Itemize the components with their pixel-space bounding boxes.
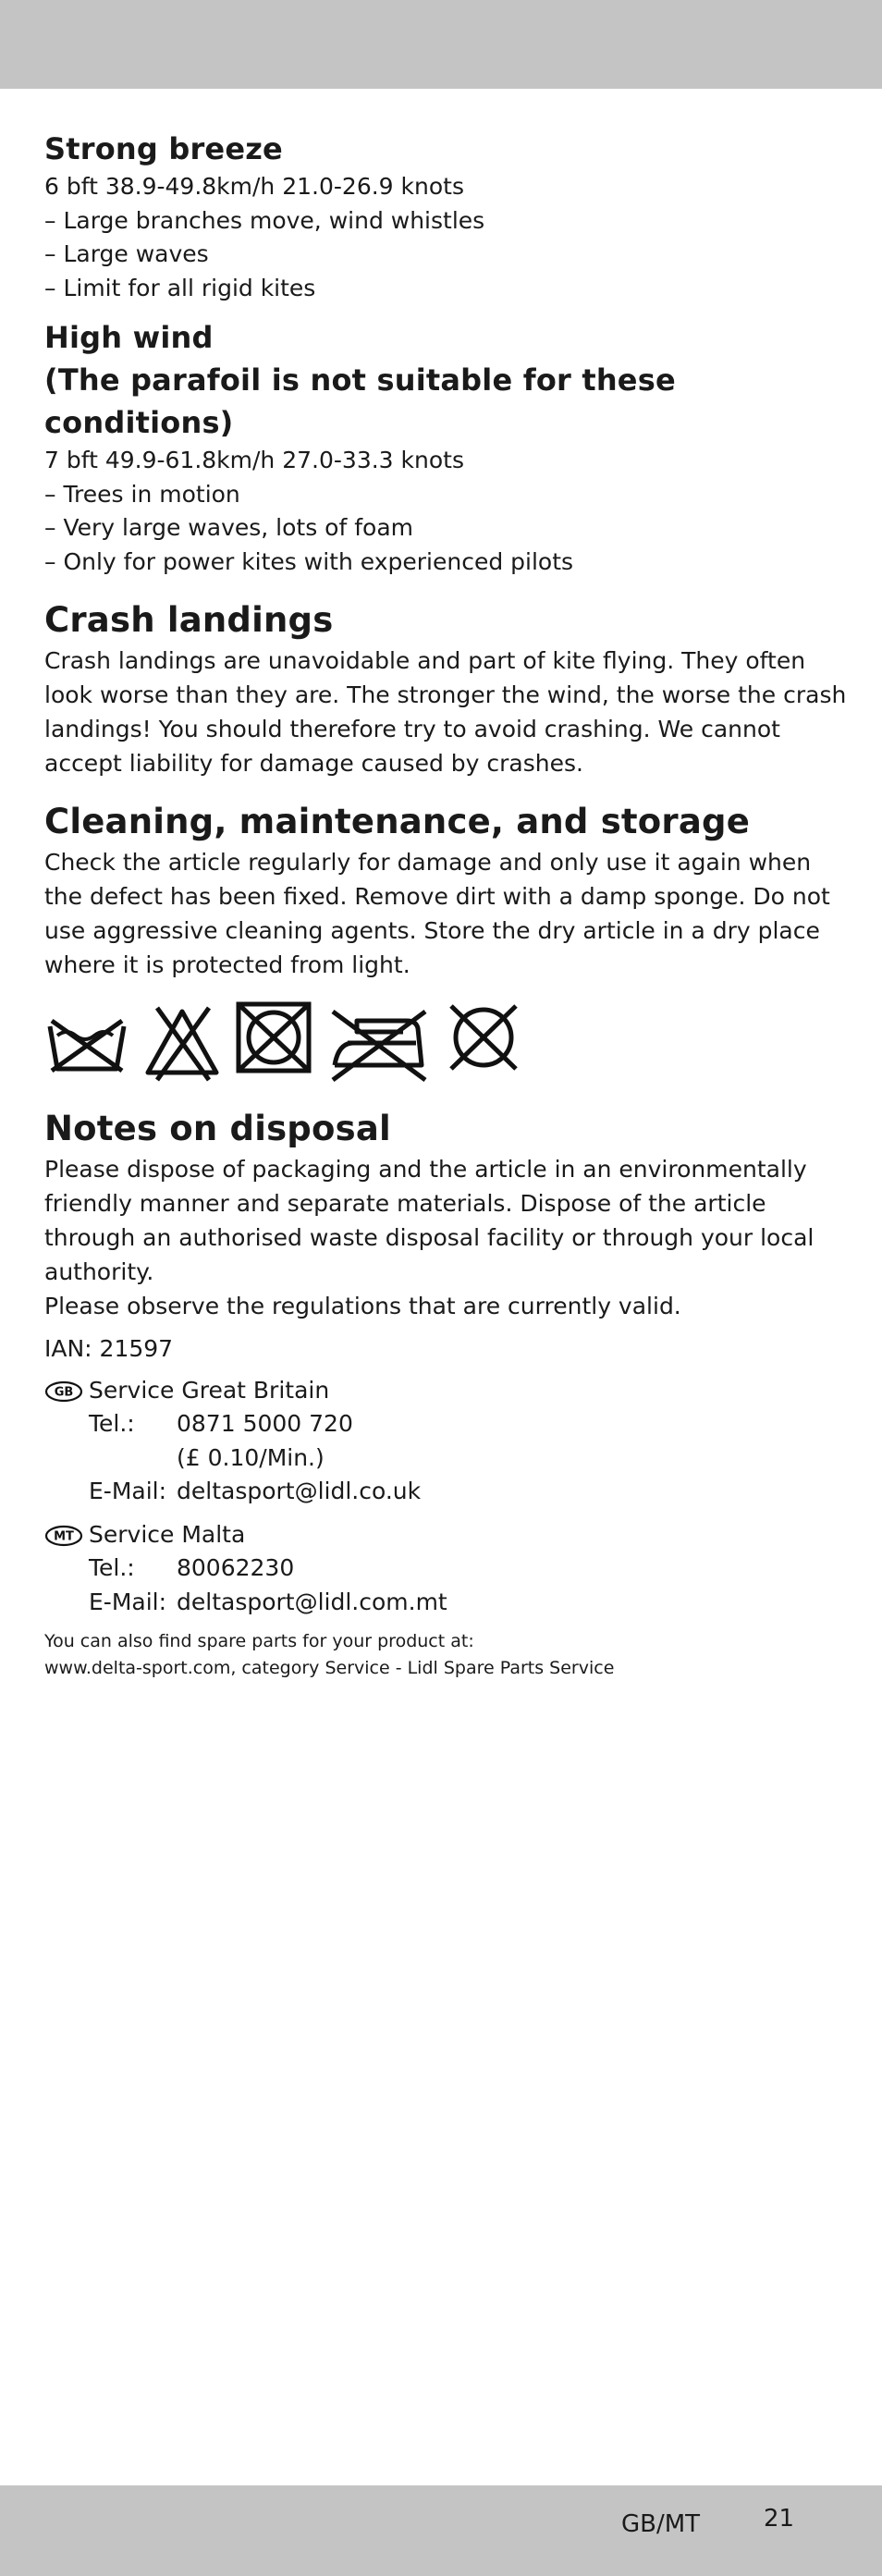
high-wind-subheading: (The parafoil is not suitable for these conditions) (44, 362, 676, 440)
cleaning-text: Check the article regularly for damage and only use it again when the defect has been fixed. Remove dirt with a damp sponge. Do not use aggressive cleaning agents. Store the dry article in a dry place where it is protected from light. (44, 849, 830, 978)
ian-number: IAN: 21597 (44, 1335, 174, 1362)
strong-breeze-heading: Strong breeze (44, 131, 283, 166)
spare-parts-line: You can also find spare parts for your product at: (44, 1631, 474, 1651)
high-wind-line: – Only for power kites with experienced pilots (44, 547, 574, 575)
service-name: Service Malta (89, 1520, 246, 1548)
page-content (44, 128, 849, 1682)
spare-parts-link[interactable]: www.delta-sport.com, category Service - Lidl Spare Parts Service (44, 1658, 615, 1678)
service-name: Service Great Britain (89, 1376, 330, 1404)
section-high-wind (44, 316, 849, 579)
do-not-wash-icon (44, 1000, 129, 1074)
svg-text:GB: GB (54, 1385, 74, 1399)
svg-text:MT: MT (54, 1529, 74, 1543)
tel-label: Tel.: (89, 1410, 135, 1437)
page-number: 21 (764, 2505, 795, 2533)
section-cleaning (44, 799, 849, 1089)
tel-note: (£ 0.10/Min.) (177, 1443, 325, 1471)
care-symbols (44, 1000, 849, 1089)
country-badge-mt (44, 1518, 89, 1551)
high-wind-line: 7 bft 49.9-61.8km/h 27.0-33.3 knots (44, 447, 464, 473)
footer-band (0, 2485, 882, 2576)
header-band (0, 0, 882, 89)
service-gb (44, 1374, 849, 1509)
footer-language-code: GB/MT (621, 2510, 701, 2538)
tel-label: Tel.: (89, 1554, 135, 1581)
disposal-text-2: Please observe the regulations that are currently valid. (44, 1293, 681, 1319)
email-label: E-Mail: (89, 1478, 167, 1504)
strong-breeze-line: – Large branches move, wind whistles (44, 206, 485, 234)
email-label: E-Mail: (89, 1588, 167, 1615)
strong-breeze-line: – Limit for all rigid kites (44, 274, 316, 301)
cleaning-heading: Cleaning, maintenance, and storage (44, 802, 751, 841)
country-badge-gb (44, 1374, 89, 1406)
do-not-iron-icon (325, 1000, 431, 1084)
email-link[interactable]: deltasport@lidl.co.uk (177, 1478, 422, 1504)
do-not-dry-clean-icon (444, 1000, 523, 1074)
high-wind-line: – Trees in motion (44, 480, 240, 508)
do-not-tumble-dry-icon (235, 1000, 312, 1074)
disposal-heading: Notes on disposal (44, 1109, 391, 1148)
section-disposal (44, 1106, 849, 1323)
section-crash-landings (44, 597, 849, 780)
high-wind-heading: High wind (44, 320, 214, 355)
section-strong-breeze (44, 128, 849, 305)
service-mt (44, 1518, 849, 1620)
crash-landings-text: Crash landings are unavoidable and part of kite flying. They often look worse than they are. The stronger the wind, the worse the crash landings! You should therefore try to avoid crashing. We cannot accept liability for damage caused by crashes. (44, 647, 847, 777)
high-wind-line: – Very large waves, lots of foam (44, 514, 413, 541)
email-link[interactable]: deltasport@lidl.com.mt (177, 1588, 447, 1615)
strong-breeze-line: 6 bft 38.9-49.8km/h 21.0-26.9 knots (44, 173, 464, 200)
strong-breeze-line: – Large waves (44, 240, 209, 267)
tel-number: 0871 5000 720 (177, 1410, 353, 1437)
disposal-text: Please dispose of packaging and the article in an environmentally friendly manner and separate materials. Dispose of the article through an authorised waste disposal facility or through your local authority. (44, 1156, 815, 1285)
crash-landings-heading: Crash landings (44, 600, 334, 640)
do-not-bleach-icon (142, 1000, 222, 1084)
tel-number: 80062230 (177, 1554, 295, 1581)
